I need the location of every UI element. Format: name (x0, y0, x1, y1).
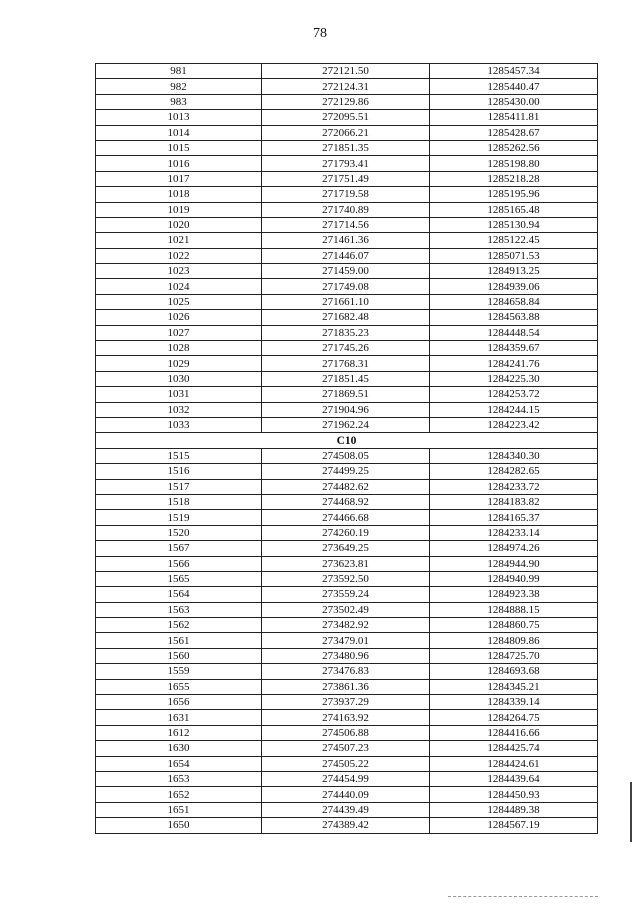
x-coordinate-cell: 271446.07 (262, 248, 430, 263)
x-coordinate-cell: 274508.05 (262, 448, 430, 463)
table-row (96, 664, 598, 679)
point-number-cell: 1019 (96, 202, 262, 217)
table-row (96, 741, 598, 756)
x-coordinate-cell: 274466.68 (262, 510, 430, 525)
y-coordinate-cell: 1285262.56 (430, 140, 598, 155)
point-number-cell: 1517 (96, 479, 262, 494)
point-number-cell: 1561 (96, 633, 262, 648)
x-coordinate-cell: 271904.96 (262, 402, 430, 417)
point-number-cell: 1612 (96, 725, 262, 740)
x-coordinate-cell: 273649.25 (262, 541, 430, 556)
y-coordinate-cell: 1285198.80 (430, 156, 598, 171)
point-number-cell: 1032 (96, 402, 262, 417)
y-coordinate-cell: 1284233.72 (430, 479, 598, 494)
y-coordinate-cell: 1284439.64 (430, 771, 598, 786)
point-number-cell: 1562 (96, 618, 262, 633)
table-row (96, 387, 598, 402)
table-row (96, 125, 598, 140)
y-coordinate-cell: 1285440.47 (430, 79, 598, 94)
point-number-cell: 1013 (96, 110, 262, 125)
coordinates-table (95, 63, 598, 834)
y-coordinate-cell: 1284974.26 (430, 541, 598, 556)
table-row (96, 695, 598, 710)
point-number-cell: 1656 (96, 695, 262, 710)
x-coordinate-cell: 273623.81 (262, 556, 430, 571)
x-coordinate-cell: 271793.41 (262, 156, 430, 171)
point-number-cell: 1564 (96, 587, 262, 602)
section-header-row (96, 433, 598, 448)
table-row (96, 279, 598, 294)
y-coordinate-cell: 1285218.28 (430, 171, 598, 186)
point-number-cell: 1027 (96, 325, 262, 340)
y-coordinate-cell: 1284425.74 (430, 741, 598, 756)
table-row (96, 648, 598, 663)
table-row (96, 771, 598, 786)
y-coordinate-cell: 1284253.72 (430, 387, 598, 402)
table-row (96, 541, 598, 556)
y-coordinate-cell: 1285071.53 (430, 248, 598, 263)
table-row (96, 217, 598, 232)
x-coordinate-cell: 271768.31 (262, 356, 430, 371)
x-coordinate-cell: 271745.26 (262, 341, 430, 356)
table-row (96, 510, 598, 525)
x-coordinate-cell: 274260.19 (262, 525, 430, 540)
table-row (96, 618, 598, 633)
point-number-cell: 1023 (96, 264, 262, 279)
point-number-cell: 1029 (96, 356, 262, 371)
x-coordinate-cell: 274389.42 (262, 818, 430, 833)
y-coordinate-cell: 1284450.93 (430, 787, 598, 802)
table-row (96, 725, 598, 740)
y-coordinate-cell: 1285122.45 (430, 233, 598, 248)
y-coordinate-cell: 1284860.75 (430, 618, 598, 633)
table-row (96, 571, 598, 586)
table-row (96, 202, 598, 217)
point-number-cell: 1631 (96, 710, 262, 725)
point-number-cell: 1563 (96, 602, 262, 617)
point-number-cell: 1516 (96, 464, 262, 479)
x-coordinate-cell: 273479.01 (262, 633, 430, 648)
point-number-cell: 1031 (96, 387, 262, 402)
footer-rule (448, 896, 598, 897)
table-row (96, 479, 598, 494)
y-coordinate-cell: 1284165.37 (430, 510, 598, 525)
y-coordinate-cell: 1285428.67 (430, 125, 598, 140)
x-coordinate-cell: 271962.24 (262, 417, 430, 432)
y-coordinate-cell: 1284913.25 (430, 264, 598, 279)
table-row (96, 756, 598, 771)
point-number-cell: 1567 (96, 541, 262, 556)
y-coordinate-cell: 1284345.21 (430, 679, 598, 694)
point-number-cell: 1630 (96, 741, 262, 756)
x-coordinate-cell: 274454.99 (262, 771, 430, 786)
table-row (96, 371, 598, 386)
point-number-cell: 1518 (96, 494, 262, 509)
table-row (96, 341, 598, 356)
y-coordinate-cell: 1285165.48 (430, 202, 598, 217)
point-number-cell: 982 (96, 79, 262, 94)
x-coordinate-cell: 271749.08 (262, 279, 430, 294)
table-row (96, 602, 598, 617)
x-coordinate-cell: 271851.45 (262, 371, 430, 386)
x-coordinate-cell: 272095.51 (262, 110, 430, 125)
point-number-cell: 1655 (96, 679, 262, 694)
y-coordinate-cell: 1284244.15 (430, 402, 598, 417)
point-number-cell: 1566 (96, 556, 262, 571)
x-coordinate-cell: 272129.86 (262, 94, 430, 109)
point-number-cell: 1030 (96, 371, 262, 386)
table-row (96, 264, 598, 279)
table-row (96, 248, 598, 263)
x-coordinate-cell: 271661.10 (262, 294, 430, 309)
table-row (96, 787, 598, 802)
point-number-cell: 1565 (96, 571, 262, 586)
point-number-cell: 1652 (96, 787, 262, 802)
x-coordinate-cell: 273592.50 (262, 571, 430, 586)
x-coordinate-cell: 274439.49 (262, 802, 430, 817)
x-coordinate-cell: 271459.00 (262, 264, 430, 279)
y-coordinate-cell: 1284658.84 (430, 294, 598, 309)
point-number-cell: 1515 (96, 448, 262, 463)
table-row (96, 171, 598, 186)
y-coordinate-cell: 1284489.38 (430, 802, 598, 817)
table-row (96, 417, 598, 432)
x-coordinate-cell: 274482.62 (262, 479, 430, 494)
table-row (96, 679, 598, 694)
point-number-cell: 1017 (96, 171, 262, 186)
x-coordinate-cell: 274163.92 (262, 710, 430, 725)
table-row (96, 402, 598, 417)
point-number-cell: 1015 (96, 140, 262, 155)
table-row (96, 94, 598, 109)
point-number-cell: 1025 (96, 294, 262, 309)
point-number-cell: 1024 (96, 279, 262, 294)
y-coordinate-cell: 1284563.88 (430, 310, 598, 325)
y-coordinate-cell: 1284359.67 (430, 341, 598, 356)
x-coordinate-cell: 271851.35 (262, 140, 430, 155)
x-coordinate-cell: 271682.48 (262, 310, 430, 325)
point-number-cell: 1028 (96, 341, 262, 356)
table-row (96, 233, 598, 248)
x-coordinate-cell: 273559.24 (262, 587, 430, 602)
table-row (96, 356, 598, 371)
x-coordinate-cell: 273502.49 (262, 602, 430, 617)
point-number-cell: 1018 (96, 187, 262, 202)
point-number-cell: 1650 (96, 818, 262, 833)
x-coordinate-cell: 271740.89 (262, 202, 430, 217)
point-number-cell: 981 (96, 64, 262, 79)
x-coordinate-cell: 274506.88 (262, 725, 430, 740)
y-coordinate-cell: 1284940.99 (430, 571, 598, 586)
table-row (96, 556, 598, 571)
point-number-cell: 1020 (96, 217, 262, 232)
x-coordinate-cell: 271714.56 (262, 217, 430, 232)
y-coordinate-cell: 1284923.38 (430, 587, 598, 602)
table-row (96, 325, 598, 340)
table-row (96, 464, 598, 479)
y-coordinate-cell: 1284340.30 (430, 448, 598, 463)
y-coordinate-cell: 1284809.86 (430, 633, 598, 648)
point-number-cell: 983 (96, 94, 262, 109)
margin-mark (630, 782, 632, 842)
point-number-cell: 1654 (96, 756, 262, 771)
coordinates-table-body (96, 64, 598, 834)
y-coordinate-cell: 1284223.42 (430, 417, 598, 432)
y-coordinate-cell: 1284282.65 (430, 464, 598, 479)
y-coordinate-cell: 1285430.00 (430, 94, 598, 109)
table-row (96, 802, 598, 817)
x-coordinate-cell: 273861.36 (262, 679, 430, 694)
y-coordinate-cell: 1284725.70 (430, 648, 598, 663)
point-number-cell: 1016 (96, 156, 262, 171)
point-number-cell: 1520 (96, 525, 262, 540)
page-number: 78 (313, 26, 327, 41)
table-row (96, 64, 598, 79)
y-coordinate-cell: 1284416.66 (430, 725, 598, 740)
y-coordinate-cell: 1285411.81 (430, 110, 598, 125)
point-number-cell: 1022 (96, 248, 262, 263)
y-coordinate-cell: 1284424.61 (430, 756, 598, 771)
x-coordinate-cell: 271869.51 (262, 387, 430, 402)
point-number-cell: 1519 (96, 510, 262, 525)
point-number-cell: 1033 (96, 417, 262, 432)
x-coordinate-cell: 271719.58 (262, 187, 430, 202)
point-number-cell: 1014 (96, 125, 262, 140)
y-coordinate-cell: 1284233.14 (430, 525, 598, 540)
y-coordinate-cell: 1285130.94 (430, 217, 598, 232)
x-coordinate-cell: 273476.83 (262, 664, 430, 679)
y-coordinate-cell: 1284339.14 (430, 695, 598, 710)
y-coordinate-cell: 1284183.82 (430, 494, 598, 509)
table-row (96, 494, 598, 509)
y-coordinate-cell: 1284448.54 (430, 325, 598, 340)
table-row (96, 587, 598, 602)
y-coordinate-cell: 1284567.19 (430, 818, 598, 833)
table-row (96, 140, 598, 155)
y-coordinate-cell: 1284241.76 (430, 356, 598, 371)
y-coordinate-cell: 1284264.75 (430, 710, 598, 725)
x-coordinate-cell: 273482.92 (262, 618, 430, 633)
x-coordinate-cell: 274499.25 (262, 464, 430, 479)
table-row (96, 294, 598, 309)
y-coordinate-cell: 1284944.90 (430, 556, 598, 571)
table-row (96, 710, 598, 725)
section-title: С10 (96, 433, 598, 448)
x-coordinate-cell: 274507.23 (262, 741, 430, 756)
x-coordinate-cell: 272121.50 (262, 64, 430, 79)
point-number-cell: 1021 (96, 233, 262, 248)
x-coordinate-cell: 271835.23 (262, 325, 430, 340)
x-coordinate-cell: 273937.29 (262, 695, 430, 710)
x-coordinate-cell: 271751.49 (262, 171, 430, 186)
y-coordinate-cell: 1284693.68 (430, 664, 598, 679)
table-row (96, 110, 598, 125)
y-coordinate-cell: 1285457.34 (430, 64, 598, 79)
table-row (96, 525, 598, 540)
table-row (96, 310, 598, 325)
x-coordinate-cell: 272124.31 (262, 79, 430, 94)
point-number-cell: 1653 (96, 771, 262, 786)
point-number-cell: 1026 (96, 310, 262, 325)
table-row (96, 156, 598, 171)
y-coordinate-cell: 1285195.96 (430, 187, 598, 202)
x-coordinate-cell: 272066.21 (262, 125, 430, 140)
x-coordinate-cell: 271461.36 (262, 233, 430, 248)
x-coordinate-cell: 274505.22 (262, 756, 430, 771)
x-coordinate-cell: 273480.96 (262, 648, 430, 663)
y-coordinate-cell: 1284888.15 (430, 602, 598, 617)
table-row (96, 79, 598, 94)
x-coordinate-cell: 274468.92 (262, 494, 430, 509)
table-row (96, 818, 598, 833)
table-row (96, 633, 598, 648)
point-number-cell: 1651 (96, 802, 262, 817)
point-number-cell: 1559 (96, 664, 262, 679)
table-row (96, 187, 598, 202)
y-coordinate-cell: 1284225.30 (430, 371, 598, 386)
table-row (96, 448, 598, 463)
y-coordinate-cell: 1284939.06 (430, 279, 598, 294)
point-number-cell: 1560 (96, 648, 262, 663)
x-coordinate-cell: 274440.09 (262, 787, 430, 802)
